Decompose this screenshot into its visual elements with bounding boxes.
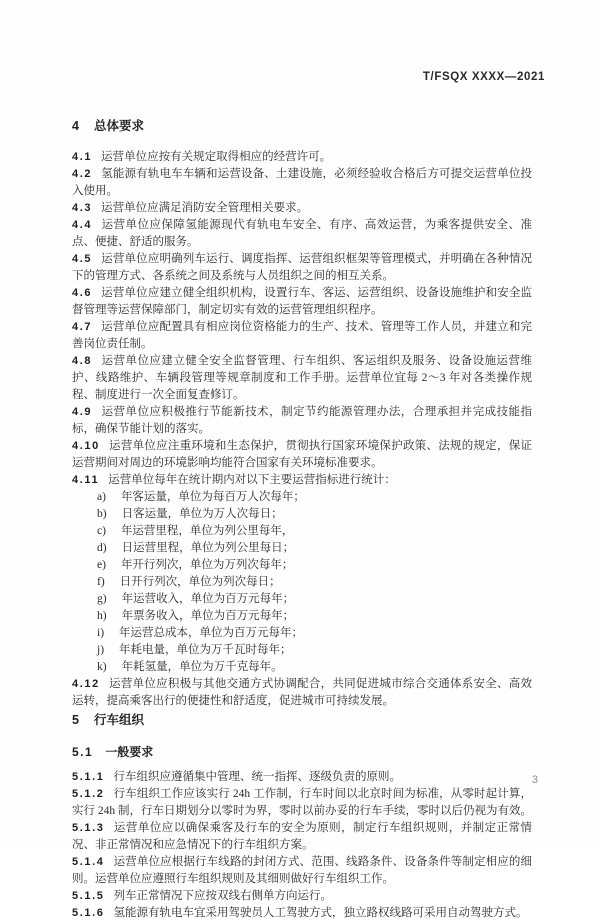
clause-4-8 (72, 353, 532, 404)
list-item-a (72, 489, 532, 506)
clause-number: 5.1.1 (72, 771, 105, 783)
list-text: 年开行列次，单位为万列次每年； (120, 559, 294, 571)
list-text: 年耗电量，单位为万千瓦时每年； (119, 644, 292, 656)
page-number: 3 (531, 774, 538, 786)
list-item-k (72, 659, 532, 676)
list-text: 年客运量，单位为每百万人次每年； (120, 491, 305, 503)
section-4-number: 4 (72, 119, 80, 133)
clause-4-1 (72, 149, 532, 166)
clause-text: 运营单位应建立健全安全监督管理、行车组织、客运组织及服务、设备设施运营维护、线路维护、车辆段管理等规章制度和工作手册。运营单位宜每 2～3 年对各类操作规程、制度进行一次全面复查修订。 (72, 355, 532, 401)
list-marker: b) (97, 508, 107, 520)
clause-4-12 (72, 676, 532, 710)
clause-text: 运营单位应配置具有相应岗位资格能力的生产、技术、管理等工作人员，并建立和完善岗位责任制。 (72, 321, 532, 350)
clause-text: 运营单位应积极与其他交通方式协调配合，共同促进城市综合交通体系安全、高效运转，提高乘客出行的便捷性和舒适度，促进城市可持续发展。 (72, 678, 532, 707)
page-footer (532, 774, 538, 786)
clause-4-10 (72, 438, 532, 472)
clause-4-7 (72, 319, 532, 353)
clause-text: 氢能源有轨电车车辆和运营设备、土建设施，必须经验收合格后方可提交运营单位投入使用。 (72, 168, 532, 197)
subsection-5-1-heading (72, 743, 532, 760)
list-marker: a) (97, 491, 106, 503)
list-item-g (72, 591, 532, 608)
clause-number: 4.2 (72, 168, 93, 180)
clause-text: 运营单位应建立健全组织机构，设置行车、客运、运营组织、设备设施维护和安全监督管理等运营保障部门，制定切实有效的运营管理组织程序。 (72, 287, 532, 316)
subsection-5-1-number: 5.1 (72, 745, 94, 759)
clause-number: 5.1.4 (72, 856, 105, 868)
clause-5-1-2 (72, 786, 532, 820)
list-marker: d) (97, 542, 107, 554)
clause-number: 4.12 (72, 678, 100, 690)
clause-text: 氢能源有轨电车宜采用驾驶员人工驾驶方式，独立路权线路可采用自动驾驶方式。 (113, 907, 528, 919)
clause-text: 列车正常情况下应按双线右侧单方向运行。 (113, 890, 332, 902)
clause-4-3 (72, 200, 532, 217)
clause-5-1-5 (72, 888, 532, 905)
list-marker: f) (97, 576, 105, 588)
list-marker: k) (97, 661, 107, 673)
clause-4-5 (72, 251, 532, 285)
clause-number: 4.6 (72, 287, 93, 299)
clause-text: 运营单位应满足消防安全管理相关要求。 (101, 202, 309, 214)
clause-4-6 (72, 285, 532, 319)
list-text: 日运营里程，单位为列公里每日； (121, 542, 295, 554)
clause-5-1-3 (72, 820, 532, 854)
clause-text: 运营单位应明确列车运行、调度指挥、运营组织框架等管理模式，并明确在各种情况下的管理方式、各系统之间及系统与人员组织之间的相互关系。 (72, 253, 532, 282)
list-text: 年运营里程，单位为列公里每年， (120, 525, 294, 537)
clause-text: 运营单位应保障氢能源现代有轨电车安全、有序、高效运营，为乘客提供安全、准点、便捷、舒适的服务。 (72, 219, 532, 248)
clause-text: 运营单位应以确保乘客及行车的安全为原则，制定行车组织规则，并制定正常情况、非正常情况和应急情况下的行车组织方案。 (72, 822, 532, 851)
list-text: 年运营总成本，单位为百万元每年； (119, 627, 304, 639)
list-text: 年票务收入，单位为百万元每年； (121, 610, 295, 622)
clause-text: 行车组织工作应该实行 24h 工作制，行车时间以北京时间为标准，从零时起计算，实行 24h 制，行车日期划分以零时为界，零时以前办妥的行车手续，零时以后仍视为有效。 (72, 788, 532, 817)
clause-text: 运营单位应注重环境和生态保护，贯彻执行国家环境保护政策、法规的规定，保证运营期间对周边的环境影响均能符合国家有关环境标准要求。 (72, 440, 532, 469)
clause-number: 4.1 (72, 151, 93, 163)
clause-number: 5.1.3 (72, 822, 105, 834)
section-4-heading (72, 116, 532, 134)
list-item-i (72, 625, 532, 642)
section-5-title: 行车组织 (93, 713, 144, 727)
clause-number: 5.1.5 (72, 890, 105, 902)
clause-text: 运营单位每年在统计期内对以下主要运营指标进行统计： (108, 474, 396, 486)
clause-number: 4.9 (72, 406, 93, 418)
clause-number: 4.8 (72, 355, 93, 367)
clause-number: 4.10 (72, 440, 100, 452)
clause-4-9 (72, 404, 532, 438)
list-item-c (72, 523, 532, 540)
list-text: 年运营收入，单位为百万元每年； (121, 593, 295, 605)
list-marker: c) (97, 525, 106, 537)
clause-4-11 (72, 472, 532, 489)
list-text: 年耗氢量，单位为万千克每年。 (121, 661, 283, 673)
doc-header (423, 71, 545, 83)
clause-number: 4.5 (72, 253, 93, 265)
list-marker: g) (97, 593, 107, 605)
list-item-h (72, 608, 532, 625)
clause-number: 5.1.2 (72, 788, 105, 800)
list-marker: i) (97, 627, 105, 639)
clause-5-1-4 (72, 854, 532, 888)
clause-number: 4.11 (72, 474, 100, 486)
list-item-j (72, 642, 532, 659)
standard-code: T/FSQX XXXX—2021 (422, 71, 545, 83)
list-marker: j) (97, 644, 105, 656)
section-5-number: 5 (72, 713, 80, 727)
list-marker: e) (97, 559, 106, 571)
clause-5-1-1 (72, 769, 532, 786)
section-5-heading (72, 710, 532, 728)
clause-4-2 (72, 166, 532, 200)
clause-text: 运营单位应按有关规定取得相应的经营许可。 (101, 151, 332, 163)
list-text: 日客运量，单位为万人次每日； (121, 508, 283, 520)
list-item-b (72, 506, 532, 523)
list-item-f (72, 574, 532, 591)
clause-number: 4.7 (72, 321, 93, 333)
document-body (72, 116, 532, 922)
clause-number: 4.4 (72, 219, 93, 231)
clause-5-1-6 (72, 905, 532, 922)
clause-text: 运营单位应根据行车线路的封闭方式、范围、线路条件、设备条件等制定相应的细则。运营单位应遵照行车组织规则及其细则做好行车组织工作。 (72, 856, 532, 885)
clause-text: 运营单位应积极推行节能新技术，制定节约能源管理办法，合理承担并完成技能指标，确保节能计划的落实。 (72, 406, 532, 435)
clause-number: 4.3 (72, 202, 93, 214)
list-item-d (72, 540, 532, 557)
list-item-e (72, 557, 532, 574)
list-text: 日开行列次，单位为列次每日； (119, 576, 281, 588)
list-marker: h) (97, 610, 107, 622)
section-4-title: 总体要求 (93, 119, 144, 133)
clause-number: 5.1.6 (72, 907, 105, 919)
subsection-5-1-title: 一般要求 (105, 745, 154, 759)
clause-text: 行车组织应遵循集中管理、统一指挥、逐级负责的原则。 (113, 771, 401, 783)
clause-4-4 (72, 217, 532, 251)
